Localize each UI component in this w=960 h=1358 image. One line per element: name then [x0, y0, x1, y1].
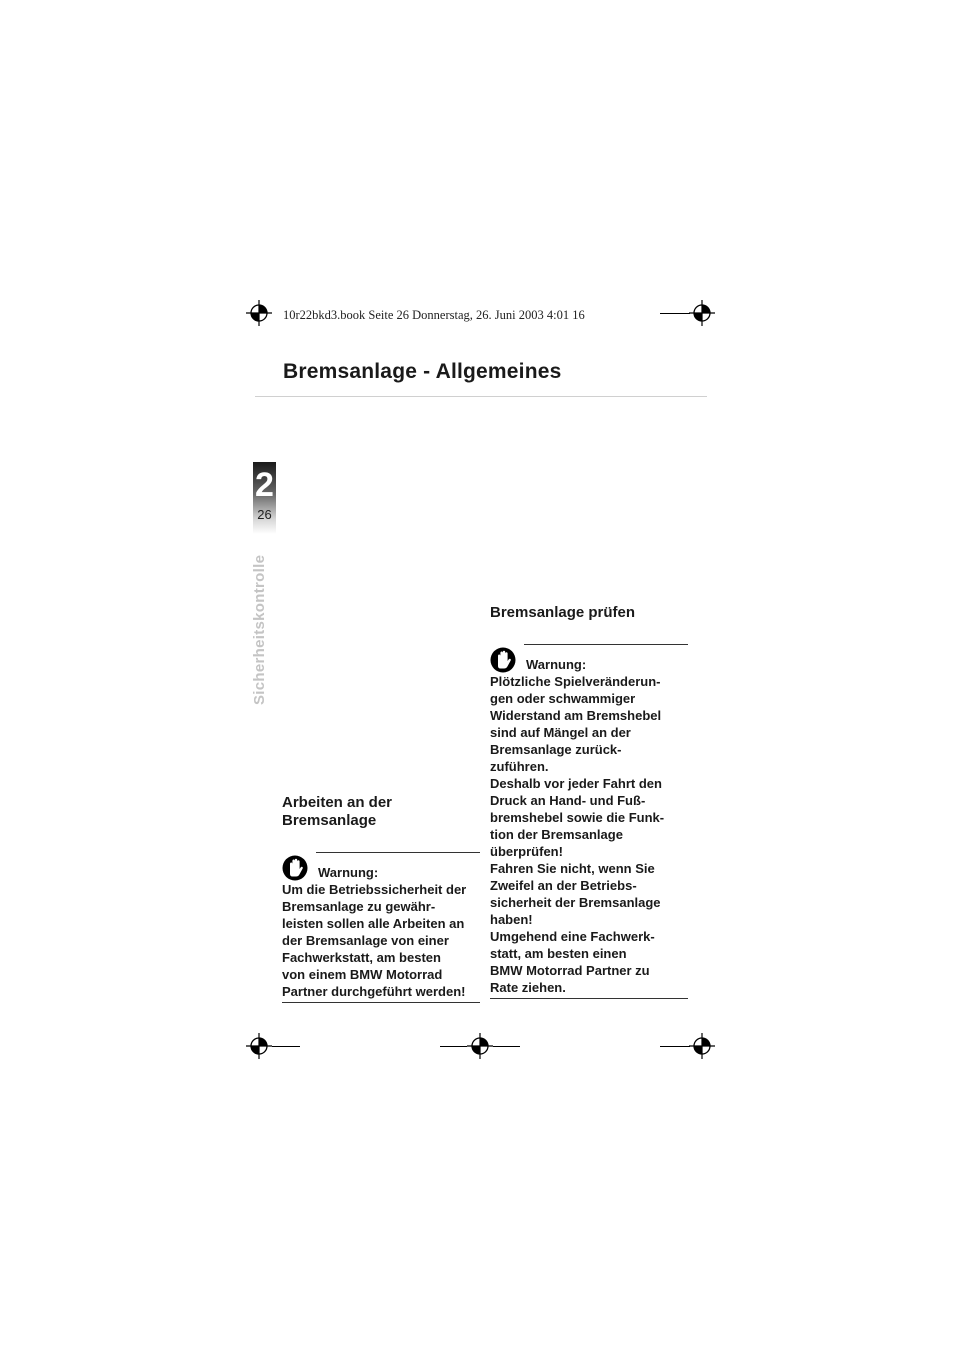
registration-mark-icon: [246, 1033, 272, 1059]
warning-text: Plötzliche Spielveränderun- gen oder schwammiger Widerstand am Bremshebel sind auf Mängel an der Bremsanlage zurück- zuführen. Deshalb vor jeder Fahrt den Druck an Hand- und Fuß- bremshebel sowie die Funk- tion der Bremsanlage überprüfen! Fahren Sie nicht, wenn Sie Zweifel an der Betriebs- sicherheit der Bremsanlage haben! Umgehend eine Fachwerk- statt, am besten einen BMW Motorrad Partner zu Rate ziehen.: [490, 674, 665, 995]
section-brake-check: [490, 604, 688, 999]
title-divider: [255, 396, 707, 397]
warning-block: [282, 842, 480, 1003]
crop-mark: [660, 1046, 690, 1047]
registration-mark-icon: [246, 300, 272, 326]
registration-mark-icon: [467, 1033, 493, 1059]
page-title: Bremsanlage - Allgemeines: [283, 360, 562, 383]
warning-text: Um die Betriebssicherheit der Bremsanlage zu gewähr- leisten sollen alle Arbeiten an der Bremsanlage von einer Fachwerkstatt, am besten von einem BMW Motorrad Partner durchgeführt werden!: [282, 882, 467, 999]
crop-mark: [493, 1046, 520, 1047]
crop-mark: [272, 1046, 300, 1047]
warning-block: [490, 634, 688, 999]
section-heading: Arbeiten an der Bremsanlage: [282, 794, 393, 829]
page-number: 26: [257, 507, 272, 522]
chapter-tab: [253, 462, 276, 534]
crop-mark: [440, 1046, 467, 1047]
warning-rule: [490, 998, 688, 999]
section-heading: Bremsanlage prüfen: [490, 604, 636, 621]
print-imprint: 10r22bkd3.book Seite 26 Donnerstag, 26. Juni 2003 4:01 16: [283, 308, 585, 322]
chapter-number: 2: [255, 466, 274, 504]
stop-hand-icon: [282, 852, 308, 884]
chapter-name: Sicherheitskontrolle: [251, 554, 268, 705]
warning-label: Warnung:: [526, 657, 587, 672]
warning-rule: [316, 852, 480, 853]
stop-hand-icon: [490, 644, 516, 676]
registration-mark-icon: [689, 300, 715, 326]
warning-rule: [282, 1002, 480, 1003]
crop-mark: [660, 313, 690, 314]
warning-label: Warnung:: [318, 865, 379, 880]
section-brake-work: [282, 794, 480, 1003]
warning-rule: [524, 644, 688, 645]
registration-mark-icon: [689, 1033, 715, 1059]
